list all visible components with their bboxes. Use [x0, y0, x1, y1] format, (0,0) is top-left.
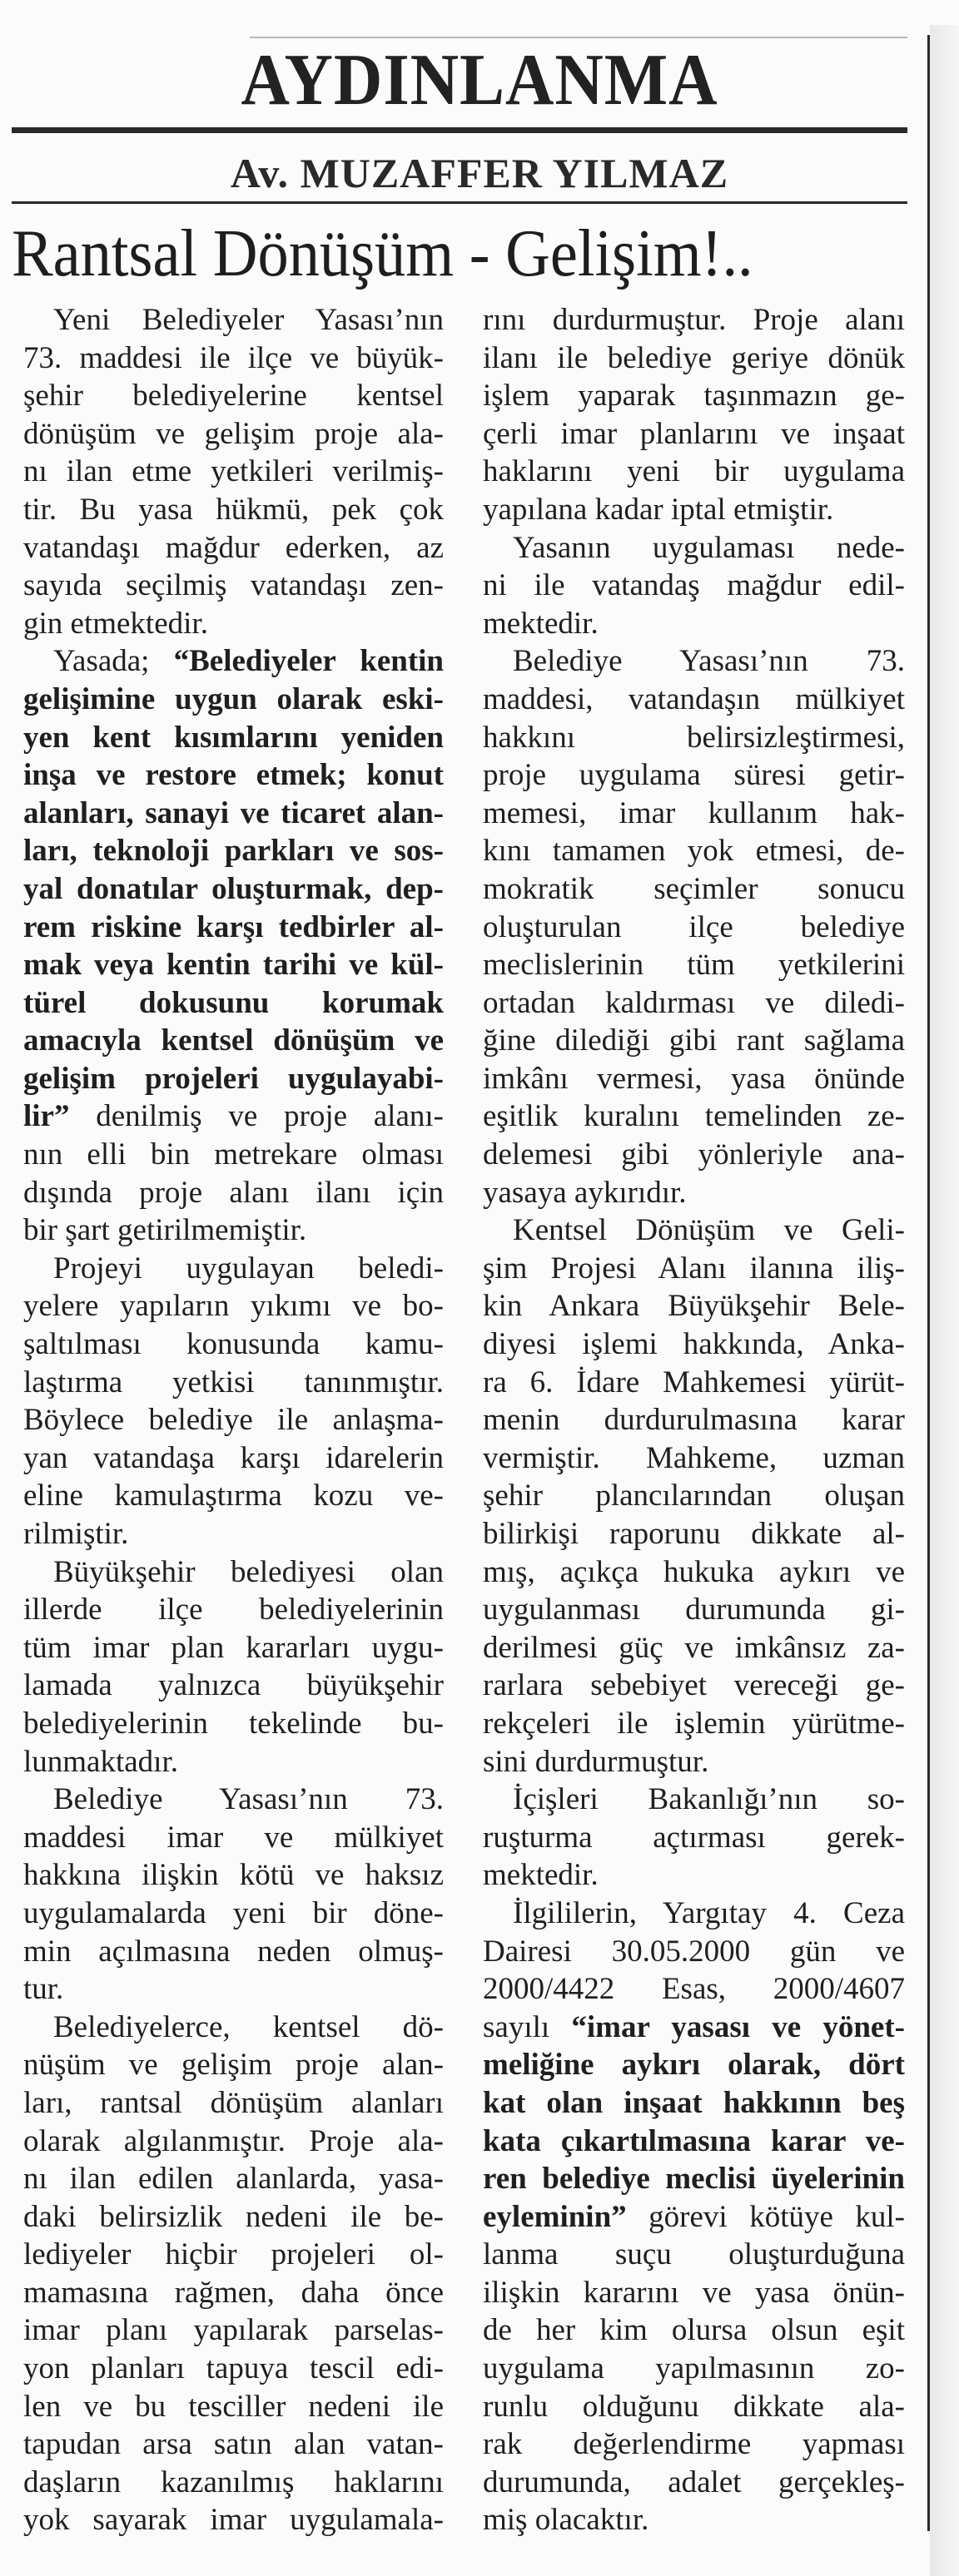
text-line — [483, 2084, 905, 2123]
text-line — [483, 2009, 905, 2047]
body-text: rekçeleri ile işlemin yürütme- — [483, 1706, 905, 1741]
text-line — [483, 301, 905, 339]
body-text: bir şart getirilmemiştir. — [23, 1213, 307, 1248]
text-line — [23, 1781, 444, 1819]
article-headline: Rantsal Dönüşüm - Gelişim!.. — [12, 217, 753, 290]
body-text: Kentsel Dönüşüm ve Geli- — [513, 1213, 905, 1248]
text-line — [483, 1287, 905, 1325]
text-line — [23, 2311, 444, 2350]
body-text: proje uygulama süresi getir- — [483, 758, 905, 793]
text-line — [483, 1895, 905, 1933]
text-line — [483, 719, 905, 757]
text-line — [23, 1250, 444, 1288]
bold-text: gelişimine uygun olarak eski- — [23, 681, 444, 716]
text-line — [483, 2160, 905, 2198]
text-line — [23, 1895, 444, 1933]
body-text: sini durdurmuştur. — [483, 1744, 709, 1779]
body-text: daşların kazanılmış haklarını — [23, 2465, 444, 2499]
body-text: nın elli bin metrekare olması — [23, 1137, 444, 1172]
bold-text: ren belediye meclisi üyelerinin — [483, 2162, 905, 2197]
text-line — [483, 1591, 905, 1629]
body-text: gin etmektedir. — [23, 606, 208, 641]
text-line — [483, 1856, 905, 1895]
text-line — [23, 1591, 444, 1629]
section-title: AYDINLANMA — [241, 40, 718, 121]
text-line — [23, 491, 444, 529]
text-line — [23, 756, 444, 795]
body-text: tir. Bu yasa hükmü, pek çok — [23, 492, 444, 527]
text-line — [483, 1553, 905, 1592]
body-text: derilmesi güç ve imkânsız za- — [483, 1630, 905, 1665]
text-line — [483, 1401, 905, 1439]
body-text: len ve bu tesciller nedeni ile — [23, 2389, 444, 2424]
text-line — [483, 2274, 905, 2312]
body-text: 2000/4422 Esas, 2000/4607 — [483, 1972, 905, 2007]
bold-text: kata çıkartılmasına karar ve- — [483, 2123, 905, 2158]
text-line — [23, 795, 444, 833]
body-text: kını tamamen yok etmesi, de- — [483, 834, 905, 869]
thin-divider — [12, 201, 907, 204]
text-line — [483, 870, 905, 909]
text-line — [483, 2198, 905, 2237]
bold-text: meliğine aykırı olarak, dört — [483, 2048, 905, 2083]
text-line — [23, 2198, 444, 2237]
text-line — [483, 605, 905, 643]
body-text: miş olacaktır. — [483, 2503, 649, 2538]
body-text: şaltılması konusunda kamu- — [23, 1327, 444, 1362]
text-line — [483, 1250, 905, 1288]
text-line — [23, 1097, 444, 1136]
text-line — [23, 1667, 444, 1705]
body-text: dışında proje alanı ilanı için — [23, 1175, 444, 1210]
text-line — [483, 2388, 905, 2426]
body-text: dönüşüm ve gelişim proje ala- — [23, 416, 444, 451]
body-text: de her kim olursa olsun eşit — [483, 2313, 905, 2348]
text-line — [483, 453, 905, 491]
article-column-1 — [23, 301, 444, 2539]
body-text: uygulamalarda yeni bir döne- — [23, 1895, 444, 1930]
column-border-right — [927, 35, 930, 2531]
text-line — [483, 1439, 905, 1478]
body-text: diyesi işlemi hakkında, Anka- — [483, 1327, 905, 1362]
bold-text: kat olan inşaat hakkının beş — [483, 2085, 905, 2120]
body-text: ğine dilediği gibi rant sağlama — [483, 1023, 905, 1058]
text-line — [483, 756, 905, 795]
bold-text: yal donatılar oluşturmak, dep- — [23, 871, 444, 906]
text-line — [483, 1097, 905, 1136]
text-line — [483, 1781, 905, 1819]
text-line — [23, 2123, 444, 2161]
text-line — [483, 1743, 905, 1781]
body-text: rak değerlendirme yapması — [483, 2427, 905, 2462]
text-line — [23, 681, 444, 719]
bold-text: rem riskine karşı tedbirler al- — [23, 909, 444, 944]
text-line — [23, 719, 444, 757]
text-line — [483, 491, 905, 529]
body-text: ilanı ile belediye geriye dönük — [483, 340, 905, 375]
body-text: nı ilan edilen alanlarda, yasa- — [23, 2162, 444, 2197]
text-line — [483, 2236, 905, 2274]
text-line — [23, 1856, 444, 1895]
body-text: memesi, imar kullanım hak- — [483, 795, 905, 830]
text-line — [23, 1819, 444, 1857]
text-line — [23, 1211, 444, 1250]
text-line — [23, 1515, 444, 1553]
body-text: İlgililerin, Yargıtay 4. Ceza — [513, 1895, 905, 1930]
bold-text: lir” — [23, 1099, 70, 1134]
text-line — [23, 1743, 444, 1781]
article-column-2 — [483, 301, 905, 2539]
body-text: durumunda, adalet gerçekleş- — [483, 2465, 905, 2499]
body-text: tur. — [23, 1972, 64, 2007]
body-text: yasaya aykırıdır. — [483, 1175, 687, 1210]
body-text: nı ilan etme yetkileri verilmiş- — [23, 454, 444, 489]
body-text: Yasada; — [53, 644, 174, 679]
body-text: görevi kötüye kul- — [626, 2199, 905, 2234]
body-text: maddesi, vatandaşın mülkiyet — [483, 681, 905, 716]
body-text: rilmiştir. — [23, 1517, 129, 1551]
text-line — [23, 984, 444, 1023]
text-line — [483, 1364, 905, 1402]
body-text: yapılana kadar iptal etmiştir. — [483, 492, 834, 527]
body-text: yelere yapıların yıkımı ve bo- — [23, 1289, 444, 1324]
bold-text: amacıyla kentsel dönüşüm ve — [23, 1023, 444, 1058]
text-line — [23, 453, 444, 491]
body-text: vermiştir. Mahkeme, uzman — [483, 1440, 905, 1475]
text-line — [23, 1364, 444, 1402]
text-line — [23, 2388, 444, 2426]
body-text: tapudan arsa satın alan vatan- — [23, 2427, 444, 2462]
text-line — [23, 2274, 444, 2312]
text-line — [483, 2046, 905, 2084]
text-line — [483, 1667, 905, 1705]
text-line — [483, 2123, 905, 2161]
text-line — [23, 2350, 444, 2388]
body-text: Yeni Belediyeler Yasası’nın — [53, 303, 444, 337]
body-text: olarak algılanmıştır. Proje ala- — [23, 2123, 444, 2158]
bold-text: alanları, sanayi ve ticaret alan- — [23, 795, 444, 830]
body-text: yok sayarak imar uygulamala- — [23, 2503, 444, 2538]
body-text: İçişleri Bakanlığı’nın so- — [513, 1782, 905, 1817]
text-line — [483, 1211, 905, 1250]
body-text: ortadan kaldırması ve diledi- — [483, 985, 905, 1020]
bold-text: gelişim projeleri uygulayabi- — [23, 1061, 444, 1096]
text-line — [483, 1933, 905, 1971]
body-text: denilmiş ve proje alanı- — [69, 1099, 444, 1134]
text-line — [483, 1970, 905, 2009]
body-text: laştırma yetkisi tanınmıştır. — [23, 1365, 444, 1399]
body-text: delemesi gibi yönleriyle ana- — [483, 1137, 905, 1172]
text-line — [483, 1705, 905, 1743]
body-text: lunmaktadır. — [23, 1744, 178, 1779]
body-text: illerde ilçe belediyelerinin — [23, 1593, 444, 1627]
text-line — [23, 1022, 444, 1060]
text-line — [483, 1136, 905, 1174]
body-text: meclislerinin tüm yetkilerini — [483, 948, 905, 983]
body-text: sayılı — [483, 2009, 572, 2044]
text-line — [23, 946, 444, 984]
text-line — [483, 832, 905, 870]
body-text: menin durdurulmasına karar — [483, 1403, 905, 1438]
body-text: nüşüm ve gelişim proje alan- — [23, 2048, 444, 2083]
text-line — [23, 2160, 444, 2198]
text-line — [23, 2464, 444, 2502]
text-line — [23, 2084, 444, 2123]
body-text: şim Projesi Alanı ilanına iliş- — [483, 1251, 905, 1286]
body-text: Yasanın uygulaması nede- — [513, 530, 905, 565]
text-line — [483, 1477, 905, 1515]
text-line — [483, 2501, 905, 2539]
body-text: Belediye Yasası’nın 73. — [53, 1782, 444, 1817]
text-line — [483, 909, 905, 947]
text-line — [23, 1325, 444, 1364]
text-line — [23, 415, 444, 453]
body-text: kin Ankara Büyükşehir Bele- — [483, 1289, 905, 1324]
text-line — [483, 2350, 905, 2388]
body-text: mektedir. — [483, 1858, 599, 1893]
body-text: mokratik seçimler sonucu — [483, 871, 905, 906]
page-edge-shadow — [930, 25, 959, 2576]
body-text: mış, açıkça hukuka aykırı ve — [483, 1554, 905, 1589]
bold-text: “Belediyeler kentin — [173, 644, 445, 679]
body-text: Dairesi 30.05.2000 gün ve — [483, 1934, 905, 1969]
text-line — [483, 2311, 905, 2350]
text-line — [23, 605, 444, 643]
text-line — [483, 415, 905, 453]
text-line — [23, 377, 444, 415]
bold-text: yen kent kısımlarını yeniden — [23, 720, 444, 755]
body-text: ra 6. İdare Mahkemesi yürüt- — [483, 1365, 905, 1399]
text-line — [483, 1819, 905, 1857]
text-line — [23, 2425, 444, 2464]
bold-text: ları, teknoloji parkları ve sos- — [23, 834, 444, 869]
text-line — [23, 1439, 444, 1478]
text-line — [483, 567, 905, 605]
body-text: eline kamulaştırma kozu ve- — [23, 1479, 444, 1513]
body-text: şehir belediyelerine kentsel — [23, 379, 444, 414]
text-line — [23, 1060, 444, 1098]
text-line — [483, 1629, 905, 1667]
text-line — [483, 1325, 905, 1364]
text-line — [23, 2009, 444, 2047]
text-line — [23, 1401, 444, 1439]
text-line — [483, 1515, 905, 1553]
body-text: Projeyi uygulayan beledi- — [53, 1251, 444, 1286]
text-line — [483, 377, 905, 415]
body-text: tüm imar plan kararları uygu- — [23, 1630, 444, 1665]
body-text: mamasına rağmen, daha önce — [23, 2275, 444, 2310]
text-line — [23, 1933, 444, 1971]
body-text: oluşturulan ilçe belediye — [483, 909, 905, 944]
body-text: mektedir. — [483, 606, 599, 641]
text-line — [23, 1477, 444, 1515]
text-line — [23, 1174, 444, 1212]
text-line — [23, 1553, 444, 1592]
body-text: çerli imar planlarını ve inşaat — [483, 416, 905, 451]
text-line — [483, 529, 905, 567]
body-text: min açılmasına neden olmuş- — [23, 1934, 444, 1969]
body-text: ları, rantsal dönüşüm alanları — [23, 2085, 444, 2120]
body-text: daki belirsizlik nedeni ile be- — [23, 2199, 444, 2234]
body-text: bilirkişi raporunu dikkate al- — [483, 1517, 905, 1551]
text-line — [23, 1136, 444, 1174]
text-line — [23, 301, 444, 339]
body-text: sayıda seçilmiş vatandaşı zen- — [23, 568, 444, 603]
text-line — [483, 2464, 905, 2502]
body-text: ilişkin kararını ve yasa önün- — [483, 2275, 905, 2310]
text-line — [483, 1060, 905, 1098]
text-line — [23, 567, 444, 605]
body-text: yan vatandaşa karşı idarelerin — [23, 1440, 444, 1475]
body-text: maddesi imar ve mülkiyet — [23, 1820, 444, 1855]
text-line — [483, 1174, 905, 1212]
author-byline: Av. MUZAFFER YILMAZ — [230, 150, 729, 196]
body-text: ni ile vatandaş mağdur edil- — [483, 568, 905, 603]
bold-text: eyleminin” — [483, 2199, 627, 2234]
text-line — [483, 2425, 905, 2464]
text-line — [483, 795, 905, 833]
text-line — [23, 339, 444, 378]
body-text: uygulama yapılmasının zo- — [483, 2351, 905, 2386]
body-text: rarlara sebebiyet vereceği ge- — [483, 1668, 905, 1703]
bold-text: türel dokusunu korumak — [23, 985, 444, 1020]
body-text: runlu olduğunu dikkate ala- — [483, 2389, 905, 2424]
thick-divider — [12, 127, 907, 133]
body-text: hakkını belirsizleştirmesi, — [483, 720, 905, 755]
body-text: 73. maddesi ile ilçe ve büyük- — [23, 340, 444, 375]
body-text: vatandaşı mağdur ederken, az — [23, 530, 444, 565]
body-text: rını durdurmuştur. Proje alanı — [483, 303, 905, 337]
text-line — [483, 642, 905, 681]
body-text: imar planı yapılarak parselas- — [23, 2313, 444, 2348]
body-text: haklarını yeni bir uygulama — [483, 454, 905, 489]
text-line — [23, 529, 444, 567]
bold-text: “imar yasası ve yönet- — [571, 2009, 905, 2044]
bold-text: mak veya kentin tarihi ve kül- — [23, 948, 444, 983]
text-line — [23, 642, 444, 681]
text-line — [23, 1970, 444, 2009]
body-text: lediyeler hiçbir projeleri ol- — [23, 2237, 444, 2272]
body-text: işlem yaparak taşınmazın ge- — [483, 379, 905, 414]
body-text: lamada yalnızca büyükşehir — [23, 1668, 444, 1703]
body-text: belediyelerinin tekelinde bu- — [23, 1706, 444, 1741]
text-line — [23, 832, 444, 870]
text-line — [483, 984, 905, 1023]
body-text: Belediye Yasası’nın 73. — [513, 644, 905, 679]
text-line — [23, 2046, 444, 2084]
text-line — [23, 1287, 444, 1325]
text-line — [23, 1629, 444, 1667]
body-text: ruşturma açtırması gerek- — [483, 1820, 905, 1855]
text-line — [23, 2501, 444, 2539]
body-text: hakkına ilişkin kötü ve haksız — [23, 1858, 444, 1893]
body-text: yon planları tapuya tescil edi- — [23, 2351, 444, 2386]
top-rule — [250, 37, 907, 38]
body-text: eşitlik kuralını temelinden ze- — [483, 1099, 905, 1134]
text-line — [483, 946, 905, 984]
text-line — [23, 909, 444, 947]
text-line — [483, 339, 905, 378]
text-line — [483, 681, 905, 719]
body-text: lanma suçu oluşturduğuna — [483, 2237, 905, 2272]
body-text: Belediyelerce, kentsel dö- — [53, 2009, 444, 2044]
body-text: şehir plancılarından oluşan — [483, 1479, 905, 1513]
bold-text: inşa ve restore etmek; konut — [23, 758, 444, 793]
text-line — [23, 2236, 444, 2274]
text-line — [23, 1705, 444, 1743]
text-line — [23, 870, 444, 909]
body-text: Böylece belediye ile anlaşma- — [23, 1403, 444, 1438]
body-text: Büyükşehir belediyesi olan — [53, 1554, 444, 1589]
text-line — [483, 1022, 905, 1060]
body-text: uygulanması durumunda gi- — [483, 1593, 905, 1627]
body-text: imkânı vermesi, yasa önünde — [483, 1061, 905, 1096]
